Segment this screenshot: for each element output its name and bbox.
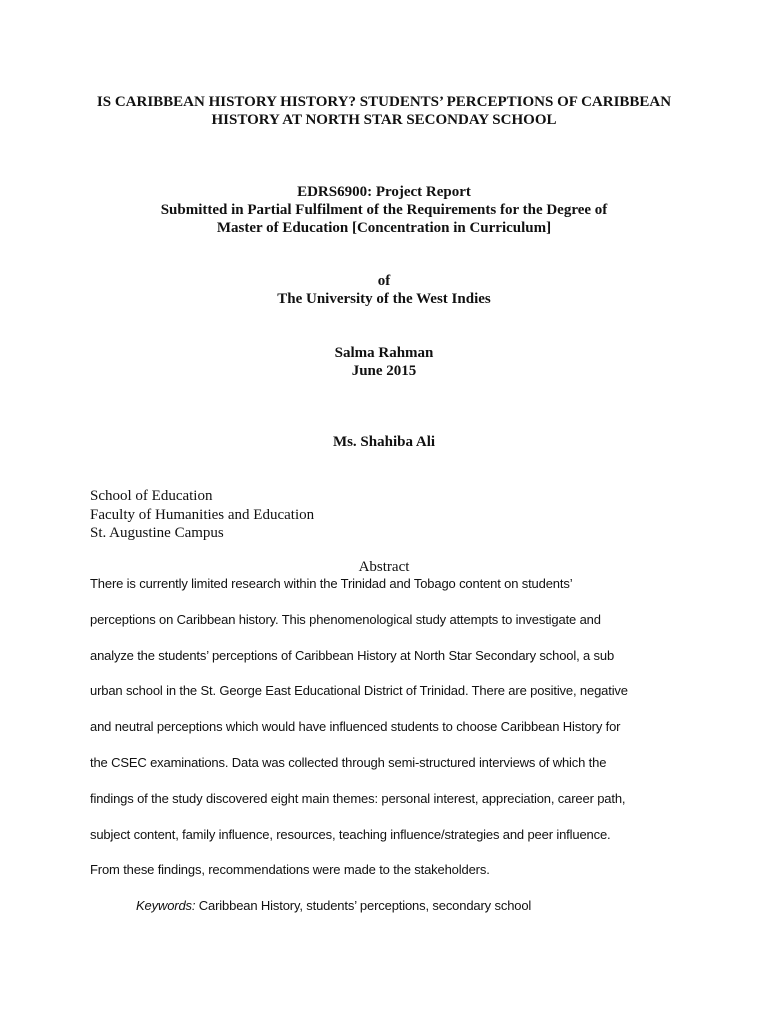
keywords-text: Caribbean History, students’ perceptions, secondary school bbox=[195, 898, 532, 913]
abstract-line: There is currently limited research within the Trinidad and Tobago content on students’ bbox=[90, 576, 573, 591]
university-block bbox=[60, 272, 708, 308]
author-block bbox=[60, 344, 708, 380]
university-of: of bbox=[377, 273, 391, 289]
keywords-line bbox=[136, 897, 531, 915]
abstract-line: urban school in the St. George East Educational District of Trinidad. There are positive, negative bbox=[90, 683, 628, 699]
abstract-line: subject content, family influence, resources, teaching influence/strategies and peer influence. bbox=[90, 826, 611, 842]
abstract-body bbox=[90, 575, 690, 897]
abstract-heading: Abstract bbox=[358, 559, 410, 575]
school-line-2: Faculty of Humanities and Education bbox=[90, 506, 315, 523]
keywords-label: Keywords: bbox=[136, 898, 196, 913]
author-name: Salma Rahman bbox=[334, 345, 434, 361]
document-title bbox=[60, 93, 708, 129]
abstract-line: and neutral perceptions which would have influenced students to choose Caribbean History for bbox=[90, 719, 621, 735]
course-code: EDRS6900: Project Report bbox=[297, 184, 471, 200]
abstract-line: perceptions on Caribbean history. This phenomenological study attempts to investigate and bbox=[90, 611, 601, 627]
abstract-line: findings of the study discovered eight main themes: personal interest, appreciation, career path, bbox=[90, 790, 626, 806]
university-name: The University of the West Indies bbox=[277, 291, 491, 307]
title-line-1: IS CARIBBEAN HISTORY HISTORY? STUDENTS’ PERCEPTIONS OF CARIBBEAN bbox=[96, 94, 672, 110]
abstract-line: the CSEC examinations. Data was collected through semi-structured interviews of which the bbox=[90, 754, 607, 770]
degree-line-1: Submitted in Partial Fulfilment of the Requirements for the Degree of bbox=[160, 202, 608, 218]
school-block bbox=[90, 487, 314, 543]
title-line-2: HISTORY AT NORTH STAR SECONDAY SCHOOL bbox=[211, 112, 557, 128]
submission-date: June 2015 bbox=[351, 363, 417, 379]
supervisor-block bbox=[60, 433, 708, 451]
abstract-line: analyze the students’ perceptions of Caribbean History at North Star Secondary school, a sub bbox=[90, 647, 615, 663]
degree-block bbox=[60, 183, 708, 237]
school-line-3: St. Augustine Campus bbox=[90, 525, 224, 541]
supervisor-name: Ms. Shahiba Ali bbox=[332, 434, 436, 450]
abstract-line: From these findings, recommendations were made to the stakeholders. bbox=[90, 862, 490, 878]
degree-line-2: Master of Education [Concentration in Curriculum] bbox=[216, 220, 552, 236]
school-line-1: School of Education bbox=[90, 488, 213, 504]
